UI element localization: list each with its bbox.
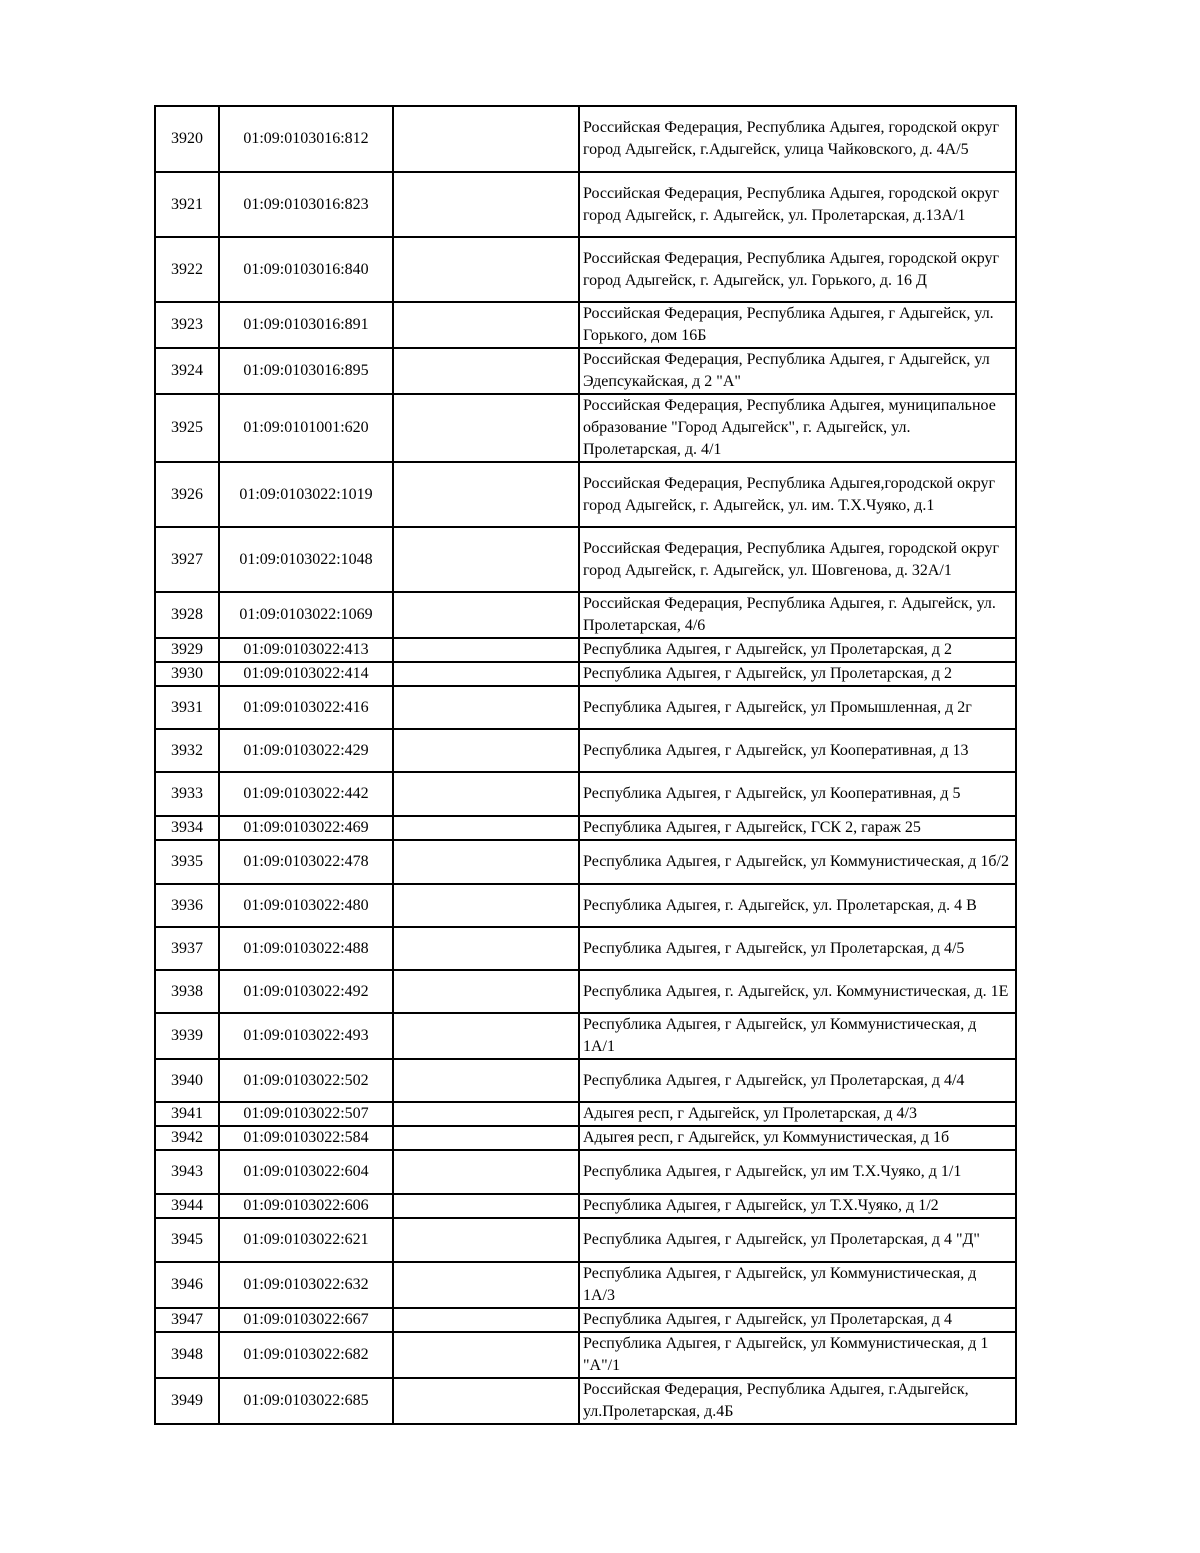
- table-row: [155, 1102, 1016, 1126]
- table-row: [155, 1059, 1016, 1102]
- row-number-cell: 3945: [155, 1218, 219, 1262]
- table-row: [155, 662, 1016, 686]
- empty-cell: [393, 592, 579, 638]
- row-number-cell: 3941: [155, 1102, 219, 1126]
- empty-cell: [393, 527, 579, 592]
- empty-cell: [393, 348, 579, 394]
- cadastral-number-cell: 01:09:0103022:1048: [219, 527, 393, 592]
- address-cell: Республика Адыгея, г Адыгейск, ул Пролетарская, д 2: [579, 662, 1016, 686]
- address-cell: Российская Федерация, Республика Адыгея,городской округ город Адыгейск, г. Адыгейск, ул. им. Т.Х.Чуяко, д.1: [579, 462, 1016, 527]
- address-cell: Республика Адыгея, г Адыгейск, ул им Т.Х.Чуяко, д 1/1: [579, 1150, 1016, 1194]
- table-row: [155, 348, 1016, 394]
- table-row: [155, 772, 1016, 816]
- empty-cell: [393, 237, 579, 302]
- table-row: [155, 638, 1016, 662]
- empty-cell: [393, 1378, 579, 1424]
- cadastral-number-cell: 01:09:0103022:621: [219, 1218, 393, 1262]
- row-number-cell: 3939: [155, 1013, 219, 1059]
- table-row: [155, 1262, 1016, 1308]
- empty-cell: [393, 1126, 579, 1150]
- address-cell: Республика Адыгея, г Адыгейск, ул Коммунистическая, д 1 "А"/1: [579, 1332, 1016, 1378]
- row-number-cell: 3947: [155, 1308, 219, 1332]
- cadastral-number-cell: 01:09:0103022:413: [219, 638, 393, 662]
- row-number-cell: 3946: [155, 1262, 219, 1308]
- row-number-cell: 3943: [155, 1150, 219, 1194]
- address-cell: Российская Федерация, Республика Адыгея, муниципальное образование "Город Адыгейск", г. Адыгейск, ул. Пролетарская, д. 4/1: [579, 394, 1016, 462]
- table-row: [155, 686, 1016, 729]
- address-cell: Российская Федерация, Республика Адыгея, городской округ город Адыгейск, г. Адыгейск, ул. Горького, д. 16 Д: [579, 237, 1016, 302]
- empty-cell: [393, 1013, 579, 1059]
- row-number-cell: 3928: [155, 592, 219, 638]
- cadastral-number-cell: 01:09:0103022:429: [219, 729, 393, 772]
- cadastral-number-cell: 01:09:0103022:584: [219, 1126, 393, 1150]
- row-number-cell: 3920: [155, 106, 219, 172]
- cadastral-number-cell: 01:09:0103022:414: [219, 662, 393, 686]
- address-cell: Адыгея респ, г Адыгейск, ул Пролетарская, д 4/3: [579, 1102, 1016, 1126]
- row-number-cell: 3931: [155, 686, 219, 729]
- cadastral-number-cell: 01:09:0103022:1069: [219, 592, 393, 638]
- empty-cell: [393, 884, 579, 927]
- address-cell: Республика Адыгея, г Адыгейск, ул Пролетарская, д 4/4: [579, 1059, 1016, 1102]
- address-cell: Республика Адыгея, г Адыгейск, ул Коммунистическая, д 1А/1: [579, 1013, 1016, 1059]
- empty-cell: [393, 772, 579, 816]
- address-cell: Российская Федерация, Республика Адыгея, городской округ город Адыгейск, г. Адыгейск, ул. Шовгенова, д. 32А/1: [579, 527, 1016, 592]
- cadastral-number-cell: 01:09:0103016:895: [219, 348, 393, 394]
- table-row: [155, 1013, 1016, 1059]
- cadastral-number-cell: 01:09:0103022:416: [219, 686, 393, 729]
- cadastral-number-cell: 01:09:0103022:493: [219, 1013, 393, 1059]
- row-number-cell: 3923: [155, 302, 219, 348]
- row-number-cell: 3927: [155, 527, 219, 592]
- table-row: [155, 816, 1016, 840]
- cadastral-number-cell: 01:09:0103016:823: [219, 172, 393, 237]
- address-cell: Российская Федерация, Республика Адыгея, г Адыгейск, ул Эдепсукайская, д 2 "А": [579, 348, 1016, 394]
- table-row: [155, 302, 1016, 348]
- row-number-cell: 3933: [155, 772, 219, 816]
- table-row: [155, 884, 1016, 927]
- cadastral-number-cell: 01:09:0103022:632: [219, 1262, 393, 1308]
- row-number-cell: 3929: [155, 638, 219, 662]
- cadastral-number-cell: 01:09:0103022:685: [219, 1378, 393, 1424]
- cadastral-number-cell: 01:09:0103022:478: [219, 840, 393, 884]
- empty-cell: [393, 686, 579, 729]
- row-number-cell: 3935: [155, 840, 219, 884]
- table-row: [155, 462, 1016, 527]
- address-cell: Российская Федерация, Республика Адыгея, г.Адыгейск, ул.Пролетарская, д.4Б: [579, 1378, 1016, 1424]
- address-cell: Республика Адыгея, г Адыгейск, ул Т.Х.Чуяко, д 1/2: [579, 1194, 1016, 1218]
- cadastral-number-cell: 01:09:0103022:606: [219, 1194, 393, 1218]
- cadastral-number-cell: 01:09:0103022:507: [219, 1102, 393, 1126]
- empty-cell: [393, 1308, 579, 1332]
- empty-cell: [393, 1059, 579, 1102]
- address-cell: Адыгея респ, г Адыгейск, ул Коммунистическая, д 1б: [579, 1126, 1016, 1150]
- address-cell: Республика Адыгея, г Адыгейск, ул Пролетарская, д 4 "Д": [579, 1218, 1016, 1262]
- empty-cell: [393, 1194, 579, 1218]
- empty-cell: [393, 1262, 579, 1308]
- row-number-cell: 3940: [155, 1059, 219, 1102]
- empty-cell: [393, 1150, 579, 1194]
- table-row: [155, 1126, 1016, 1150]
- empty-cell: [393, 462, 579, 527]
- table-row: [155, 1218, 1016, 1262]
- row-number-cell: 3942: [155, 1126, 219, 1150]
- row-number-cell: 3934: [155, 816, 219, 840]
- empty-cell: [393, 816, 579, 840]
- table-row: [155, 729, 1016, 772]
- row-number-cell: 3944: [155, 1194, 219, 1218]
- table-row: [155, 106, 1016, 172]
- row-number-cell: 3936: [155, 884, 219, 927]
- address-cell: Российская Федерация, Республика Адыгея, городской округ город Адыгейск, г. Адыгейск, ул. Пролетарская, д.13А/1: [579, 172, 1016, 237]
- row-number-cell: 3937: [155, 927, 219, 970]
- address-cell: Республика Адыгея, г Адыгейск, ул Кооперативная, д 5: [579, 772, 1016, 816]
- table-row: [155, 970, 1016, 1013]
- table-row: [155, 237, 1016, 302]
- address-cell: Республика Адыгея, г Адыгейск, ГСК 2, гараж 25: [579, 816, 1016, 840]
- row-number-cell: 3925: [155, 394, 219, 462]
- table-row: [155, 1378, 1016, 1424]
- address-cell: Республика Адыгея, г Адыгейск, ул Промышленная, д 2г: [579, 686, 1016, 729]
- registry-table-body: [155, 106, 1016, 1424]
- row-number-cell: 3930: [155, 662, 219, 686]
- empty-cell: [393, 729, 579, 772]
- address-cell: Республика Адыгея, г Адыгейск, ул Пролетарская, д 2: [579, 638, 1016, 662]
- row-number-cell: 3924: [155, 348, 219, 394]
- cadastral-number-cell: 01:09:0103022:488: [219, 927, 393, 970]
- row-number-cell: 3932: [155, 729, 219, 772]
- cadastral-number-cell: 01:09:0103016:840: [219, 237, 393, 302]
- table-row: [155, 927, 1016, 970]
- cadastral-number-cell: 01:09:0101001:620: [219, 394, 393, 462]
- cadastral-number-cell: 01:09:0103016:812: [219, 106, 393, 172]
- table-row: [155, 527, 1016, 592]
- cadastral-number-cell: 01:09:0103022:469: [219, 816, 393, 840]
- address-cell: Российская Федерация, Республика Адыгея, городской округ город Адыгейск, г.Адыгейск, улица Чайковского, д. 4А/5: [579, 106, 1016, 172]
- empty-cell: [393, 927, 579, 970]
- cadastral-number-cell: 01:09:0103022:1019: [219, 462, 393, 527]
- address-cell: Республика Адыгея, г. Адыгейск, ул. Коммунистическая, д. 1Е: [579, 970, 1016, 1013]
- cadastral-number-cell: 01:09:0103022:442: [219, 772, 393, 816]
- empty-cell: [393, 1102, 579, 1126]
- cadastral-number-cell: 01:09:0103022:682: [219, 1332, 393, 1378]
- address-cell: Республика Адыгея, г. Адыгейск, ул. Пролетарская, д. 4 В: [579, 884, 1016, 927]
- cadastral-number-cell: 01:09:0103022:667: [219, 1308, 393, 1332]
- cadastral-number-cell: 01:09:0103022:480: [219, 884, 393, 927]
- row-number-cell: 3922: [155, 237, 219, 302]
- empty-cell: [393, 970, 579, 1013]
- table-row: [155, 840, 1016, 884]
- cadastral-number-cell: 01:09:0103022:492: [219, 970, 393, 1013]
- empty-cell: [393, 840, 579, 884]
- cadastral-number-cell: 01:09:0103016:891: [219, 302, 393, 348]
- empty-cell: [393, 638, 579, 662]
- address-cell: Республика Адыгея, г Адыгейск, ул Пролетарская, д 4/5: [579, 927, 1016, 970]
- address-cell: Республика Адыгея, г Адыгейск, ул Коммунистическая, д 1б/2: [579, 840, 1016, 884]
- address-cell: Российская Федерация, Республика Адыгея, г Адыгейск, ул. Горького, дом 16Б: [579, 302, 1016, 348]
- cadastral-number-cell: 01:09:0103022:502: [219, 1059, 393, 1102]
- table-row: [155, 592, 1016, 638]
- empty-cell: [393, 394, 579, 462]
- address-cell: Республика Адыгея, г Адыгейск, ул Пролетарская, д 4: [579, 1308, 1016, 1332]
- row-number-cell: 3949: [155, 1378, 219, 1424]
- row-number-cell: 3938: [155, 970, 219, 1013]
- address-cell: Республика Адыгея, г Адыгейск, ул Кооперативная, д 13: [579, 729, 1016, 772]
- empty-cell: [393, 302, 579, 348]
- table-row: [155, 172, 1016, 237]
- empty-cell: [393, 106, 579, 172]
- row-number-cell: 3926: [155, 462, 219, 527]
- row-number-cell: 3921: [155, 172, 219, 237]
- table-row: [155, 1332, 1016, 1378]
- table-row: [155, 1308, 1016, 1332]
- empty-cell: [393, 172, 579, 237]
- registry-table: [154, 105, 1017, 1425]
- empty-cell: [393, 662, 579, 686]
- table-row: [155, 1194, 1016, 1218]
- empty-cell: [393, 1218, 579, 1262]
- empty-cell: [393, 1332, 579, 1378]
- address-cell: Российская Федерация, Республика Адыгея, г. Адыгейск, ул. Пролетарская, 4/6: [579, 592, 1016, 638]
- address-cell: Республика Адыгея, г Адыгейск, ул Коммунистическая, д 1А/3: [579, 1262, 1016, 1308]
- cadastral-number-cell: 01:09:0103022:604: [219, 1150, 393, 1194]
- table-row: [155, 394, 1016, 462]
- table-row: [155, 1150, 1016, 1194]
- row-number-cell: 3948: [155, 1332, 219, 1378]
